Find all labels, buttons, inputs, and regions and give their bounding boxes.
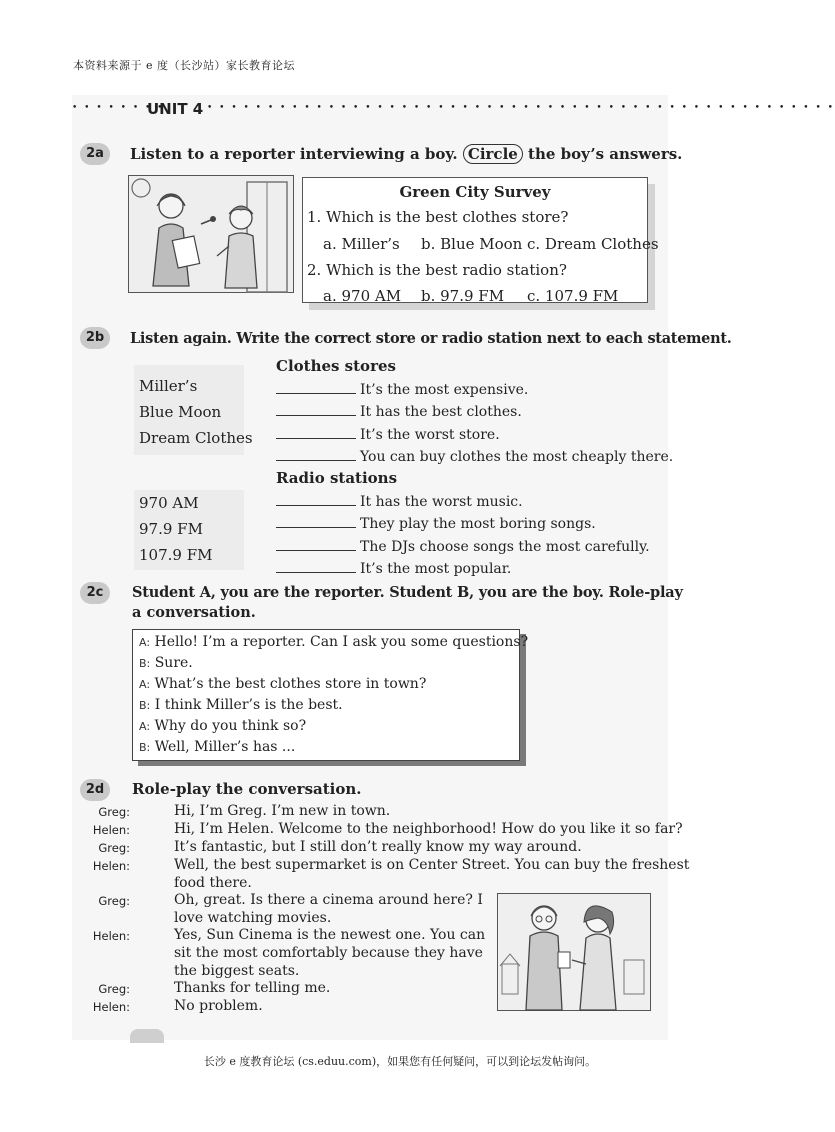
reporter-boy-icon	[129, 176, 293, 292]
answer-blank[interactable]	[276, 380, 356, 394]
dialogue-line: sit the most comfortably because they have	[174, 945, 483, 961]
greg-helen-icon	[498, 894, 650, 1010]
line-text: Why do you think so?	[154, 718, 307, 734]
scanned-page	[72, 95, 835, 1040]
unit-title: UNIT 4	[147, 100, 204, 118]
survey-title: Green City Survey	[399, 183, 551, 201]
statement-text: It has the best clothes.	[360, 404, 522, 420]
q1-option-c[interactable]: c. Dream Clothes	[527, 235, 659, 253]
speaker-label: Helen:	[92, 859, 130, 873]
clothes-statement-4	[276, 447, 673, 465]
speaker-label: Greg:	[98, 841, 130, 855]
speaker-label: A:	[139, 720, 151, 733]
statement-text: The DJs choose songs the most carefully.	[360, 539, 650, 555]
speaker-label: Greg:	[98, 894, 130, 908]
station-979fm: 97.9 FM	[139, 520, 203, 538]
answer-blank[interactable]	[276, 492, 356, 506]
answer-blank[interactable]	[276, 425, 356, 439]
section-badge-2b: 2b	[80, 327, 110, 349]
answer-blank[interactable]	[276, 559, 356, 573]
statement-text: You can buy clothes the most cheaply there.	[360, 449, 674, 465]
answer-blank[interactable]	[276, 447, 356, 461]
dialogue-line: love watching movies.	[174, 910, 332, 926]
convo-line	[139, 655, 193, 671]
dialogue-line: It’s fantastic, but I still don’t really know my way around.	[174, 839, 582, 855]
speaker-label: Helen:	[92, 823, 130, 837]
q2-option-c[interactable]: c. 107.9 FM	[527, 287, 619, 305]
radio-statement-2	[276, 514, 596, 532]
page-footer: 长沙 e 度教育论坛 (cs.eduu.com)，如果您有任何疑问，可以到论坛发帖询问。	[203, 1055, 597, 1068]
convo-line	[139, 697, 343, 713]
statement-text: It’s the most expensive.	[360, 382, 529, 398]
answer-blank[interactable]	[276, 514, 356, 528]
instruction-2b: Listen again. Write the correct store or radio station next to each statement.	[130, 330, 732, 347]
dialogue-line: Thanks for telling me.	[174, 980, 331, 996]
radio-statement-1	[276, 492, 523, 510]
statement-text: It’s the most popular.	[360, 561, 512, 577]
speaker-label: A:	[139, 678, 151, 691]
section-badge-2d: 2d	[80, 779, 110, 801]
convo-line	[139, 739, 295, 755]
line-text: Hello! I’m a reporter. Can I ask you some questions?	[154, 634, 529, 650]
convo-line	[139, 676, 426, 692]
dotted-rule-right: • • • • • • • • • • • • • • • • • • • • • • • • • • • • • • • • • • • • • • • • • • • • • • • • • • • •	[207, 103, 835, 113]
instruction-2a-post: the boy’s answers.	[528, 145, 683, 163]
answer-blank[interactable]	[276, 537, 356, 551]
store-millers: Miller’s	[139, 377, 198, 395]
dialogue-line: food there.	[174, 875, 252, 891]
line-text: What’s the best clothes store in town?	[154, 676, 427, 692]
speaker-label: Greg:	[98, 805, 130, 819]
speaker-label: B:	[139, 657, 151, 670]
station-970am: 970 AM	[139, 494, 199, 512]
q1-option-b[interactable]: b. Blue Moon	[421, 235, 523, 253]
store-blue-moon: Blue Moon	[139, 403, 222, 421]
section-badge-2c: 2c	[80, 582, 110, 604]
page-header: 本资料来源于 e 度（长沙站）家长教育论坛	[73, 59, 296, 72]
green-city-survey-box	[302, 177, 659, 305]
clothes-statement-3	[276, 425, 500, 443]
line-text: Sure.	[154, 655, 193, 671]
reporter-interview-illustration	[128, 175, 294, 293]
clothes-statement-2	[276, 402, 522, 420]
convo-line	[139, 634, 528, 650]
speaker-label: Helen:	[92, 929, 130, 943]
instruction-2c-line2: a conversation.	[132, 604, 256, 621]
radio-statement-3	[276, 537, 650, 555]
dialogue-line: Yes, Sun Cinema is the newest one. You can	[174, 927, 486, 943]
dialogue-line: Oh, great. Is there a cinema around here? I	[174, 892, 483, 908]
statement-text: They play the most boring songs.	[360, 516, 596, 532]
store-dream-clothes: Dream Clothes	[139, 429, 253, 447]
conversation-box-2c	[132, 629, 529, 761]
unit-bar	[72, 99, 835, 119]
clothes-stores-heading: Clothes stores	[276, 357, 396, 375]
radio-statement-4	[276, 559, 511, 577]
radio-stations-heading: Radio stations	[276, 469, 398, 487]
speaker-label: A:	[139, 636, 151, 649]
statement-text: It has the worst music.	[360, 494, 523, 510]
dialogue-line: No problem.	[174, 998, 263, 1014]
clothes-statement-1	[276, 380, 528, 398]
speaker-label: Greg:	[98, 982, 130, 996]
greg-helen-illustration	[497, 893, 651, 1011]
dotted-rule-left: • • • • • • • •	[72, 103, 165, 113]
speaker-label: B:	[139, 699, 151, 712]
dialogue-line: the biggest seats.	[174, 963, 300, 979]
q2-option-a[interactable]: a. 970 AM	[323, 287, 402, 305]
instruction-2c-line1: Student A, you are the reporter. Student B, you are the boy. Role-play	[132, 584, 683, 601]
answer-blank[interactable]	[276, 402, 356, 416]
instruction-2d: Role-play the conversation.	[132, 780, 362, 798]
next-section-badge-peek	[130, 1029, 164, 1043]
instruction-2a-circle: Circle	[463, 144, 523, 164]
q1-option-a[interactable]: a. Miller’s	[323, 235, 400, 253]
section-badge-2a: 2a	[80, 143, 110, 165]
speaker-label: B:	[139, 741, 151, 754]
instruction-2a-pre: Listen to a reporter interviewing a boy.	[130, 145, 458, 163]
convo-line	[139, 718, 306, 734]
statement-text: It’s the worst store.	[360, 427, 500, 443]
dialogue-line: Well, the best supermarket is on Center Street. You can buy the freshest	[174, 857, 690, 873]
speaker-label: Helen:	[92, 1000, 130, 1014]
survey-question-2: 2. Which is the best radio station?	[307, 261, 567, 279]
q2-option-b[interactable]: b. 97.9 FM	[421, 287, 505, 305]
instruction-2a	[130, 145, 682, 163]
survey-question-1: 1. Which is the best clothes store?	[307, 208, 569, 226]
dialogue-line: Hi, I’m Greg. I’m new in town.	[174, 803, 391, 819]
line-text: Well, Miller’s has ...	[154, 739, 296, 755]
station-1079fm: 107.9 FM	[139, 546, 213, 564]
dialogue-line: Hi, I’m Helen. Welcome to the neighborhood! How do you like it so far?	[174, 821, 683, 837]
line-text: I think Miller’s is the best.	[154, 697, 343, 713]
